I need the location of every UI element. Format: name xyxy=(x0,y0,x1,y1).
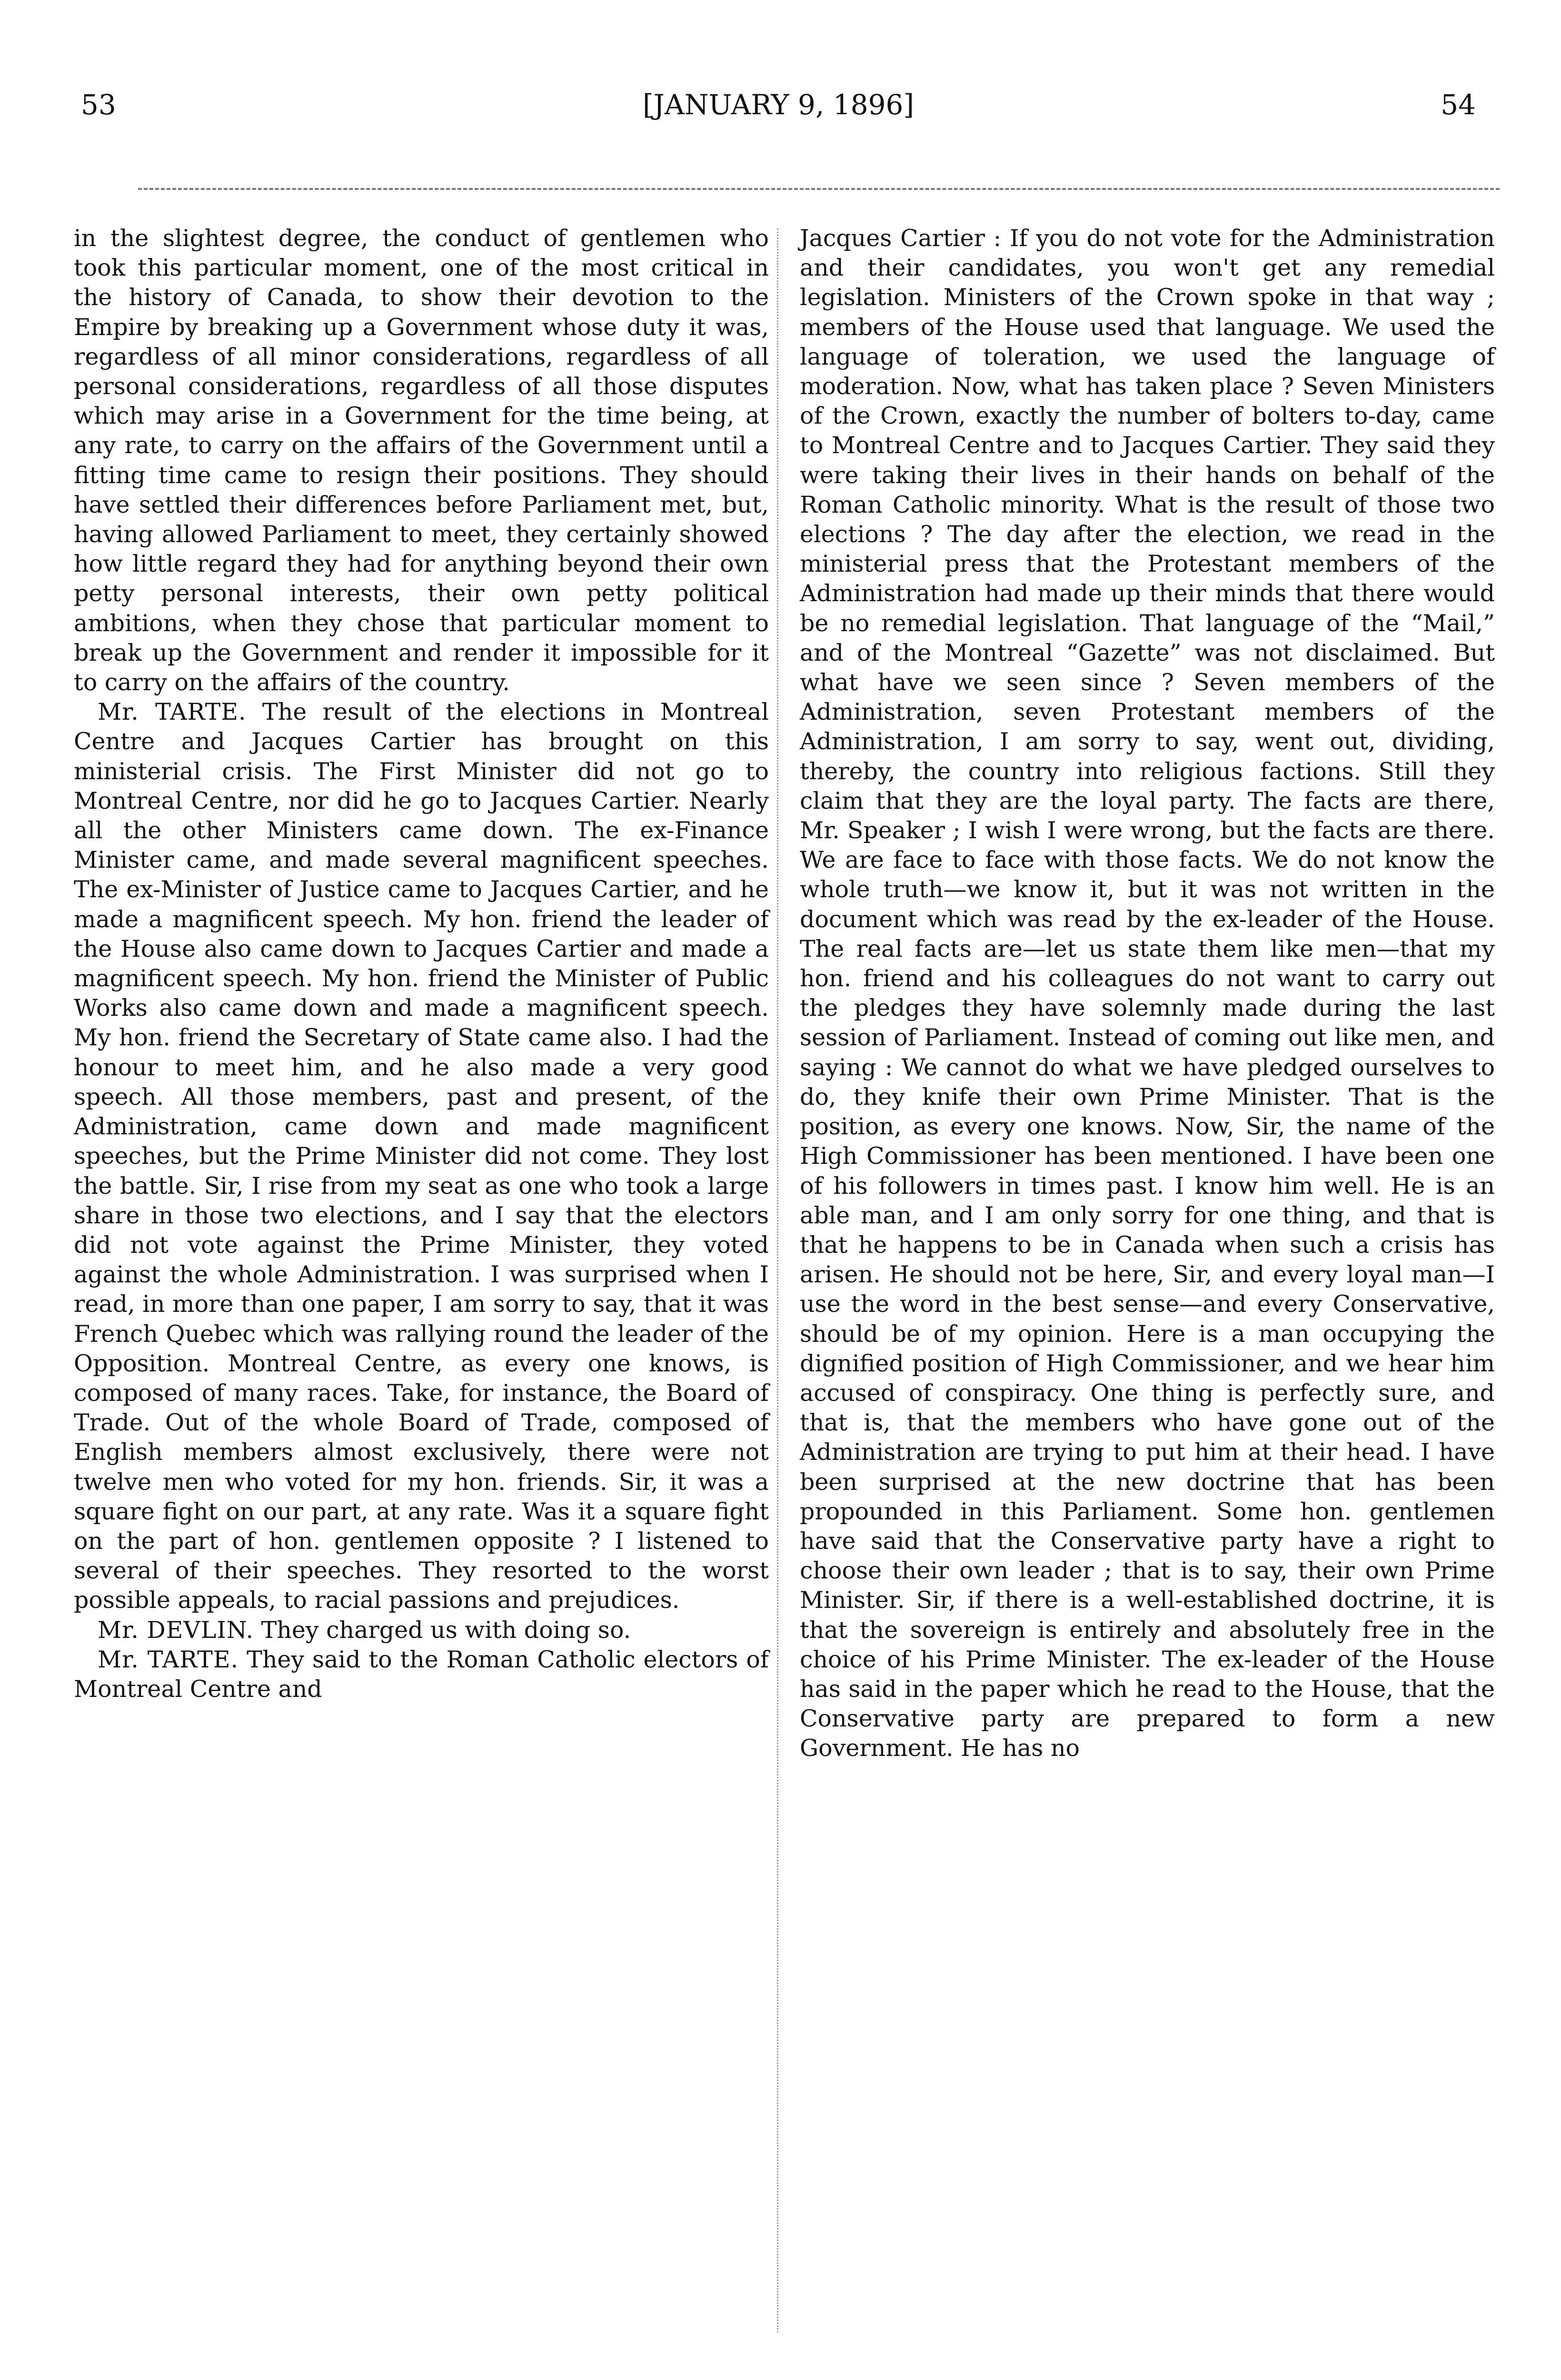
paragraph-text: They said to the Roman Catholic electors of Montreal Centre and xyxy=(74,1646,769,1703)
column-divider xyxy=(777,228,778,2332)
page-date: [JANUARY 9, 1896] xyxy=(642,89,915,121)
paragraph xyxy=(800,224,1495,1764)
paragraph-text: in the slightest degree, the conduct of gentlemen who took this particular moment, one of the most critical in the history of Canada, to show their devotion to the Empire by breaking up a Government whose duty it was, regardless of all minor considerations, regardless of all personal considerations, regardless of all those disputes which may arise in a Government for the time being, at any rate, to carry on the affairs of the Government until a fitting time came to resign their positions. They should have settled their differences before Parliament met, but, having allowed Parliament to meet, they certainly showed how little regard they had for anything beyond their own petty personal interests, their own petty political ambitions, when they chose that particular moment to break up the Government and render it impossible for it to carry on the affairs of the country. xyxy=(74,225,769,696)
paragraph-text: Jacques Cartier : If you do not vote for the Administration and their candidates, you won't get any remedial legislation. Ministers of the Crown spoke in that way ; members of the House used that language. We used the language of toleration, we used the language of moderation. Now, what has taken place ? Seven Ministers of the Crown, exactly the number of bolters to-day, came to Montreal Centre and to Jacques Cartier. They said they were taking their lives in their hands on behalf of the Roman Catholic minority. What is the result of those two elections ? The day after the election, we read in the ministerial press that the Protestant members of the Administration had made up their minds that there would be no remedial legislation. That language of the “Mail,” and of the Montreal “Gazette” was not disclaimed. But what have we seen since ? Seven members of the Administration, seven Protestant members of the Administration, I am sorry to say, went out, dividing, thereby, the country into religious factions. Still they claim that they are the loyal party. The facts are there, Mr. Speaker ; I wish I were wrong, but the facts are there. We are face to face with those facts. We do not know the whole truth—we know it, but it was not written in the document which was read by the ex-leader of the House. The real facts are—let us state them like men—that my hon. friend and his colleagues do not want to carry out the pledges they have solemnly made during the last session of Parliament. Instead of coming out like men, and saying : We cannot do what we have pledged ourselves to do, they knife their own Prime Minister. That is the position, as every one knows. Now, Sir, the name of the High Commissioner has been mentioned. I have been one of his followers in times past. I know him well. He is an able man, and I am only sorry for one thing, and that is that he happens to be in Canada when such a crisis has arisen. He should not be here, Sir, and every loyal man—I use the word in the best sense—and every Conservative, should be of my opinion. Here is a man occupying the dignified position of High Commissioner, and we hear him accused of conspiracy. One thing is perfectly sure, and that is, that the members who have gone out of the Administration are trying to put him at their head. I have been surprised at the new doctrine that has been propounded in this Parliament. Some hon. gentlemen have said that the Conservative party have a right to choose their own leader ; that is to say, their own Prime Minister. Sir, if there is a well-established doctrine, it is that the sovereign is entirely and absolutely free in the choice of his Prime Minister. The ex-leader of the House has said in the paper which he read to the House, that the Conservative party are prepared to form a new Government. He has no xyxy=(800,225,1495,1762)
paragraph-text: They charged us with doing so. xyxy=(261,1616,631,1644)
header-rule xyxy=(138,188,1500,190)
speaker-name: Mr. DEVLIN. xyxy=(98,1616,254,1644)
paragraph-text: The result of the elections in Montreal Centre and Jacques Cartier has brought on this ministerial crisis. The First Minister did not go to Montreal Centre, nor did he go to Jacques Cartier. Nearly all the other Ministers came down. The ex-Finance Minister came, and made several magnificent speeches. The ex-Minister of Justice came to Jacques Cartier, and he made a magnificent speech. My hon. friend the leader of the House also came down to Jacques Cartier and made a magnificent speech. My hon. friend the Minister of Public Works also came down and made a magnificent speech. My hon. friend the Secretary of State came also. I had the honour to meet him, and he also made a very good speech. All those members, past and present, of the Administration, came down and made magnificent speeches, but the Prime Minister did not come. They lost the battle. Sir, I rise from my seat as one who took a large share in those two elections, and I say that the electors did not vote against the Prime Minister, they voted against the whole Administration. I was surprised when I read, in more than one paper, I am sorry to say, that it was French Quebec which was rallying round the leader of the Opposition. Montreal Centre, as every one knows, is composed of many races. Take, for instance, the Board of Trade. Out of the whole Board of Trade, composed of English members almost exclusively, there were not twelve men who voted for my hon. friends. Sir, it was a square fight on our part, at any rate. Was it a square fight on the part of hon. gentlemen opposite ? I listened to several of their speeches. They resorted to the worst possible appeals, to racial passions and prejudices. xyxy=(74,698,769,1614)
left-column xyxy=(74,224,769,1704)
page-number-left: 53 xyxy=(81,89,116,121)
paragraph xyxy=(74,697,769,1615)
paragraph xyxy=(74,1645,769,1704)
page-header xyxy=(71,83,1485,126)
speaker-name: Mr. TARTE. xyxy=(98,698,247,726)
right-column xyxy=(800,224,1495,1764)
paragraph xyxy=(74,224,769,697)
page-number-right: 54 xyxy=(1441,89,1476,121)
speaker-name: Mr. TARTE. xyxy=(98,1646,239,1673)
paragraph xyxy=(74,1616,769,1645)
